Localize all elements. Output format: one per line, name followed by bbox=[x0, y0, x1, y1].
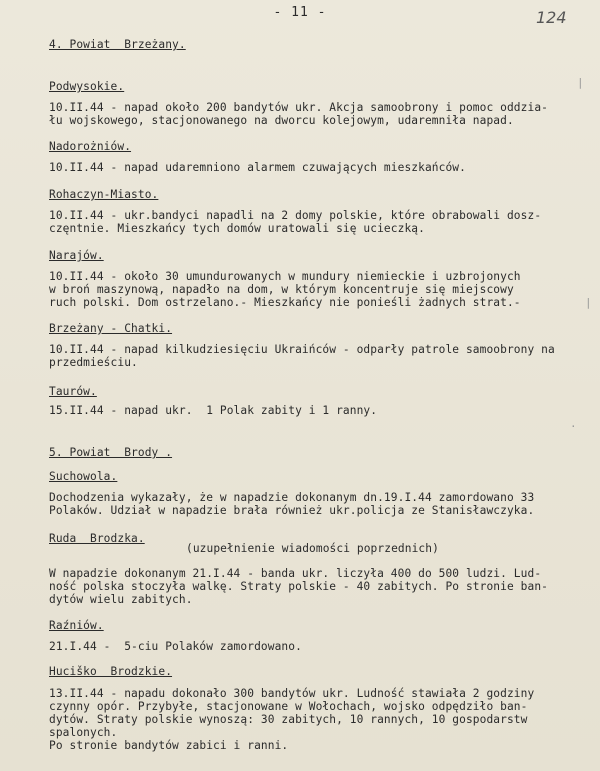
margin-mark: | bbox=[577, 76, 584, 89]
text-line: 10.II.44 - napad kilkudziesięciu Ukraińców - odparły patrole samoobrony na bbox=[49, 343, 555, 356]
place-heading-taurow: Taurów. bbox=[49, 385, 97, 398]
text-line: 10.II.44 - około 30 umundurowanych w mundury niemieckie i uzbrojonych bbox=[49, 270, 521, 283]
margin-mark: · bbox=[570, 420, 577, 433]
text-line: ność polska stoczyła walkę. Straty polskie - 40 zabitych. Po stronie ban- bbox=[49, 580, 548, 593]
text-line: Po stronie bandytów zabici i ranni. bbox=[49, 739, 289, 752]
text-line: ruch polski. Dom ostrzelano.- Mieszkańcy nie ponieśli żadnych strat.- bbox=[49, 296, 521, 309]
text-line: Polaków. Udział w napadzie brała również ukr.policja ze Stanisławczyka. bbox=[49, 504, 535, 517]
place-heading-huciska-brodzkie: Huciško Brodzkie. bbox=[49, 665, 173, 678]
text-line: w broń maszynową, napadło na dom, w którym koncentruje się miejscowy bbox=[49, 283, 514, 296]
note-supplement: (uzupełnienie wiadomości poprzednich) bbox=[186, 542, 439, 555]
text-line: 10.II.44 - ukr.bandyci napadli na 2 domy polskie, które obrabowali dosz- bbox=[49, 209, 542, 222]
text-line: 13.II.44 - napadu dokonało 300 bandytów ukr. Ludność stawiała 2 godziny bbox=[49, 687, 535, 700]
text-line: czynny opór. Przybyłe, stacjonowane w Wołochach, wojsko odpędziło ban- bbox=[49, 700, 528, 713]
text-line: przedmieściu. bbox=[49, 356, 138, 369]
text-line: częntnie. Mieszkańcy tych domów uratowali się ucieczką. bbox=[49, 222, 425, 235]
text-line: W napadzie dokonanym 21.I.44 - banda ukr. liczyła 400 do 500 ludzi. Lud- bbox=[49, 567, 542, 580]
text-line: spalonych. bbox=[49, 726, 118, 739]
text-line: 15.II.44 - napad ukr. 1 Polak zabity i 1 ranny. bbox=[49, 404, 378, 417]
place-heading-rohaczyn-miasto: Rohaczyn-Miasto. bbox=[49, 188, 159, 201]
text-line: dytów. Straty polskie wynoszą: 30 zabitych, 10 rannych, 10 gospodarstw bbox=[49, 713, 528, 726]
place-heading-podwysokie: Podwysokie. bbox=[49, 80, 125, 93]
place-heading-razniow: Raźniów. bbox=[49, 619, 104, 632]
page-number: - 11 - bbox=[273, 5, 327, 20]
text-line: Dochodzenia wykazały, że w napadzie dokonanym dn.19.I.44 zamordowano 33 bbox=[49, 491, 535, 504]
margin-mark: | bbox=[585, 296, 592, 309]
place-heading-brzezany-chatki: Brzeżany - Chatki. bbox=[49, 322, 173, 335]
place-heading-narajow: Narajów. bbox=[49, 249, 104, 262]
place-heading-suchowola: Suchowola. bbox=[49, 470, 118, 483]
place-heading-nadorozniow: Nadorożniów. bbox=[49, 140, 132, 153]
section-heading-powiat-brzezany: 4. Powiat Brzeżany. bbox=[49, 38, 186, 51]
text-line: 10.II.44 - napad około 200 bandytów ukr. Akcja samoobrony i pomoc oddzia- bbox=[49, 101, 548, 114]
text-line: dytów wielu zabitych. bbox=[49, 593, 193, 606]
handwritten-page-number: 124 bbox=[536, 8, 567, 27]
text-line: 21.I.44 - 5-ciu Polaków zamordowano. bbox=[49, 640, 302, 653]
text-line: łu wojskowego, stacjonowanego na dworcu kolejowym, udaremniła napad. bbox=[49, 114, 514, 127]
text-line: 10.II.44 - napad udaremniono alarmem czuwających mieszkańców. bbox=[49, 161, 466, 174]
place-heading-ruda-brodzka: Ruda Brodzka. bbox=[49, 532, 145, 545]
section-heading-powiat-brody: 5. Powiat Brody . bbox=[49, 446, 173, 459]
